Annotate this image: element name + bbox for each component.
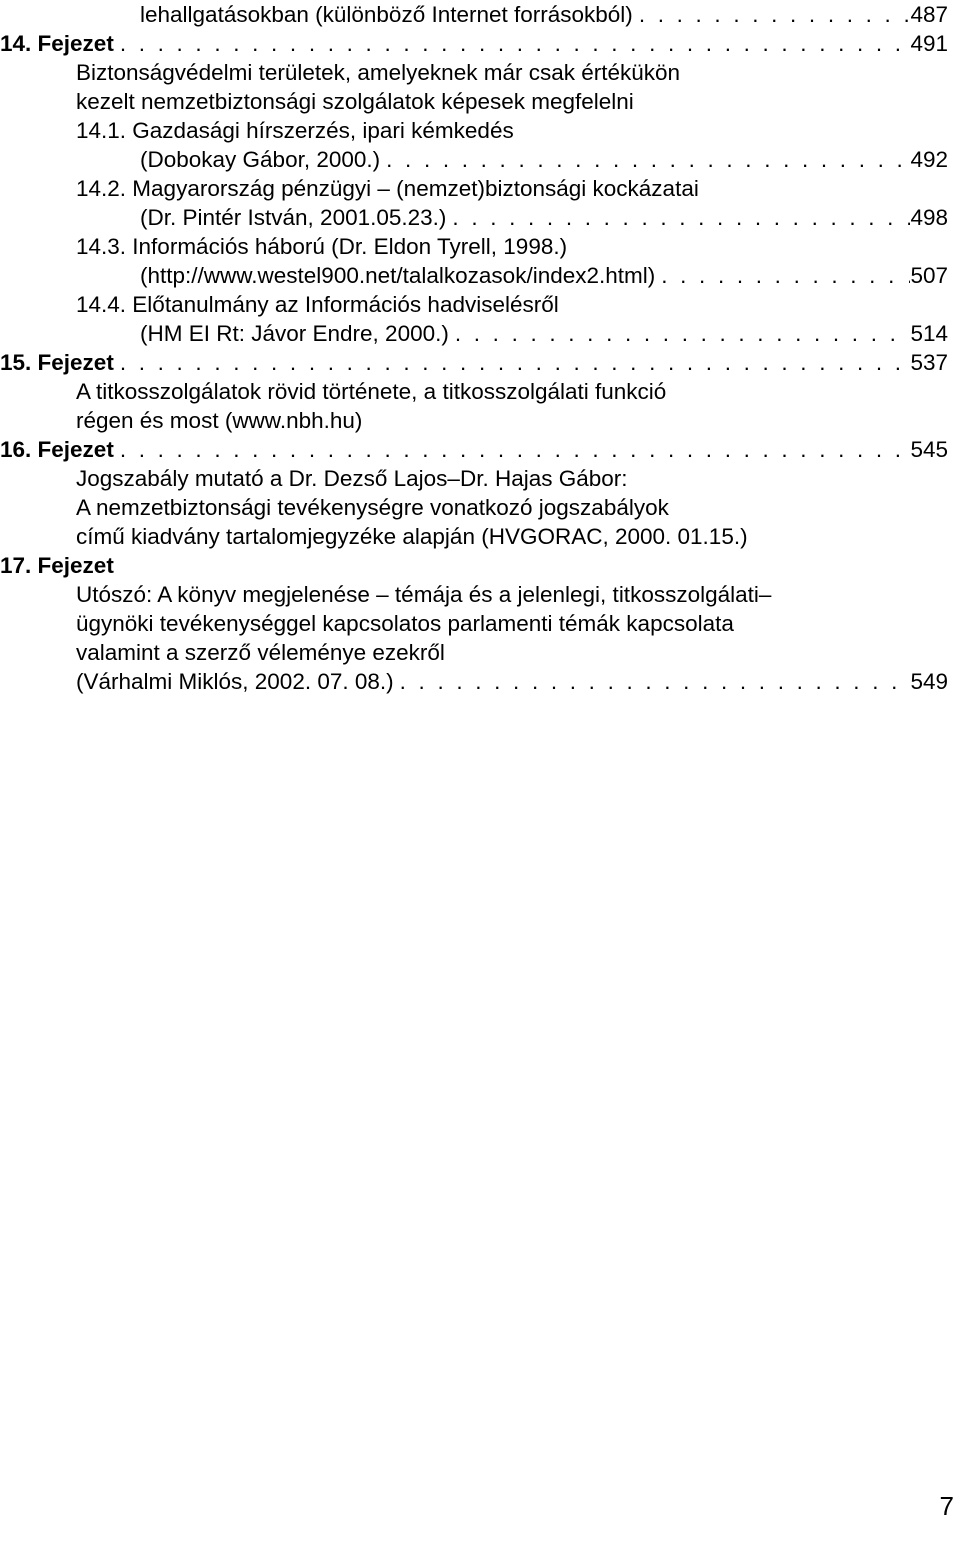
toc-page-number: 492 — [910, 147, 948, 172]
toc-entry-title: 14.4. Előtanulmány az Információs hadviselésről — [76, 292, 559, 317]
chapter-description-text: valamint a szerző véleménye ezekről — [76, 640, 445, 665]
chapter-description — [76, 609, 948, 638]
toc-page-number: 545 — [910, 437, 948, 462]
toc-entry — [76, 667, 948, 696]
chapter-heading — [0, 435, 948, 464]
leader-dots — [655, 261, 910, 290]
toc-entry-title: 14.2. Magyarország pénzügyi – (nemzet)biztonsági kockázatai — [76, 176, 699, 201]
chapter-description-text: régen és most (www.nbh.hu) — [76, 408, 363, 433]
toc-entry-title: 14.1. Gazdasági hírszerzés, ipari kémkedés — [76, 118, 514, 143]
chapter-heading — [0, 551, 948, 580]
chapter-description — [76, 87, 948, 116]
chapter-description — [76, 377, 948, 406]
chapter-description-text: ügynöki tevékenységgel kapcsolatos parlamenti témák kapcsolata — [76, 611, 734, 636]
chapter-title: 15. Fejezet — [0, 350, 114, 375]
toc-entry-author: (HM EI Rt: Jávor Endre, 2000.) — [140, 321, 449, 346]
toc-entry — [140, 145, 948, 174]
chapter-description-text: A nemzetbiztonsági tevékenységre vonatkozó jogszabályok — [76, 495, 669, 520]
chapter-description-text: Biztonságvédelmi területek, amelyeknek már csak értékükön — [76, 60, 681, 85]
chapter-description — [76, 58, 948, 87]
chapter-heading — [0, 29, 948, 58]
toc-entry — [140, 261, 948, 290]
leader-dots — [449, 319, 911, 348]
chapter-title: 16. Fejezet — [0, 437, 114, 462]
leader-dots — [633, 0, 911, 29]
leader-dots — [114, 435, 911, 464]
toc-entry — [76, 290, 948, 319]
toc-entry-source: (http://www.westel900.net/talalkozasok/index2.html) — [140, 263, 656, 288]
page-number: 7 — [939, 1491, 954, 1521]
chapter-description-text: Jogszabály mutató a Dr. Dezső Lajos–Dr. Hajas Gábor: — [76, 466, 628, 491]
toc-entry — [140, 319, 948, 348]
toc-page-number: 507 — [910, 263, 948, 288]
chapter-description-text: kezelt nemzetbiztonsági szolgálatok képesek megfelelni — [76, 89, 634, 114]
chapter-title: 17. Fejezet — [0, 553, 114, 578]
chapter-description — [76, 580, 948, 609]
chapter-description — [76, 464, 948, 493]
leader-dots — [446, 203, 910, 232]
toc-page-number: 491 — [910, 31, 948, 56]
leader-dots — [380, 145, 910, 174]
toc-entry — [140, 0, 948, 29]
chapter-heading — [0, 348, 948, 377]
toc-page-number: 487 — [910, 2, 948, 27]
toc-entry-author: (Dobokay Gábor, 2000.) — [140, 147, 381, 172]
leader-dots — [114, 348, 911, 377]
toc-entry-author: (Várhalmi Miklós, 2002. 07. 08.) — [76, 669, 394, 694]
toc-entry-author: (Dr. Pintér István, 2001.05.23.) — [140, 205, 447, 230]
chapter-description — [76, 406, 948, 435]
chapter-description — [76, 638, 948, 667]
chapter-description-text: Utószó: A könyv megjelenése – témája és a jelenlegi, titkosszolgálati– — [76, 582, 772, 607]
toc-entry — [76, 232, 948, 261]
chapter-description-text: A titkosszolgálatok rövid története, a titkosszolgálati funkció — [76, 379, 667, 404]
toc-page-number: 514 — [910, 321, 948, 346]
toc-entry — [76, 116, 948, 145]
leader-dots — [114, 29, 911, 58]
toc-entry-title: lehallgatásokban (különböző Internet forrásokból) — [140, 2, 633, 27]
chapter-description-text: című kiadvány tartalomjegyzéke alapján (HVGORAC, 2000. 01.15.) — [76, 524, 748, 549]
toc-entry — [76, 174, 948, 203]
toc-page-number: 549 — [910, 669, 948, 694]
toc-entry-title: 14.3. Információs háború (Dr. Eldon Tyrell, 1998.) — [76, 234, 568, 259]
toc-entry — [140, 203, 948, 232]
chapter-description — [76, 522, 948, 551]
toc-page-number: 498 — [910, 205, 948, 230]
chapter-title: 14. Fejezet — [0, 31, 114, 56]
chapter-description — [76, 493, 948, 522]
leader-dots — [394, 667, 911, 696]
toc-page-number: 537 — [910, 350, 948, 375]
